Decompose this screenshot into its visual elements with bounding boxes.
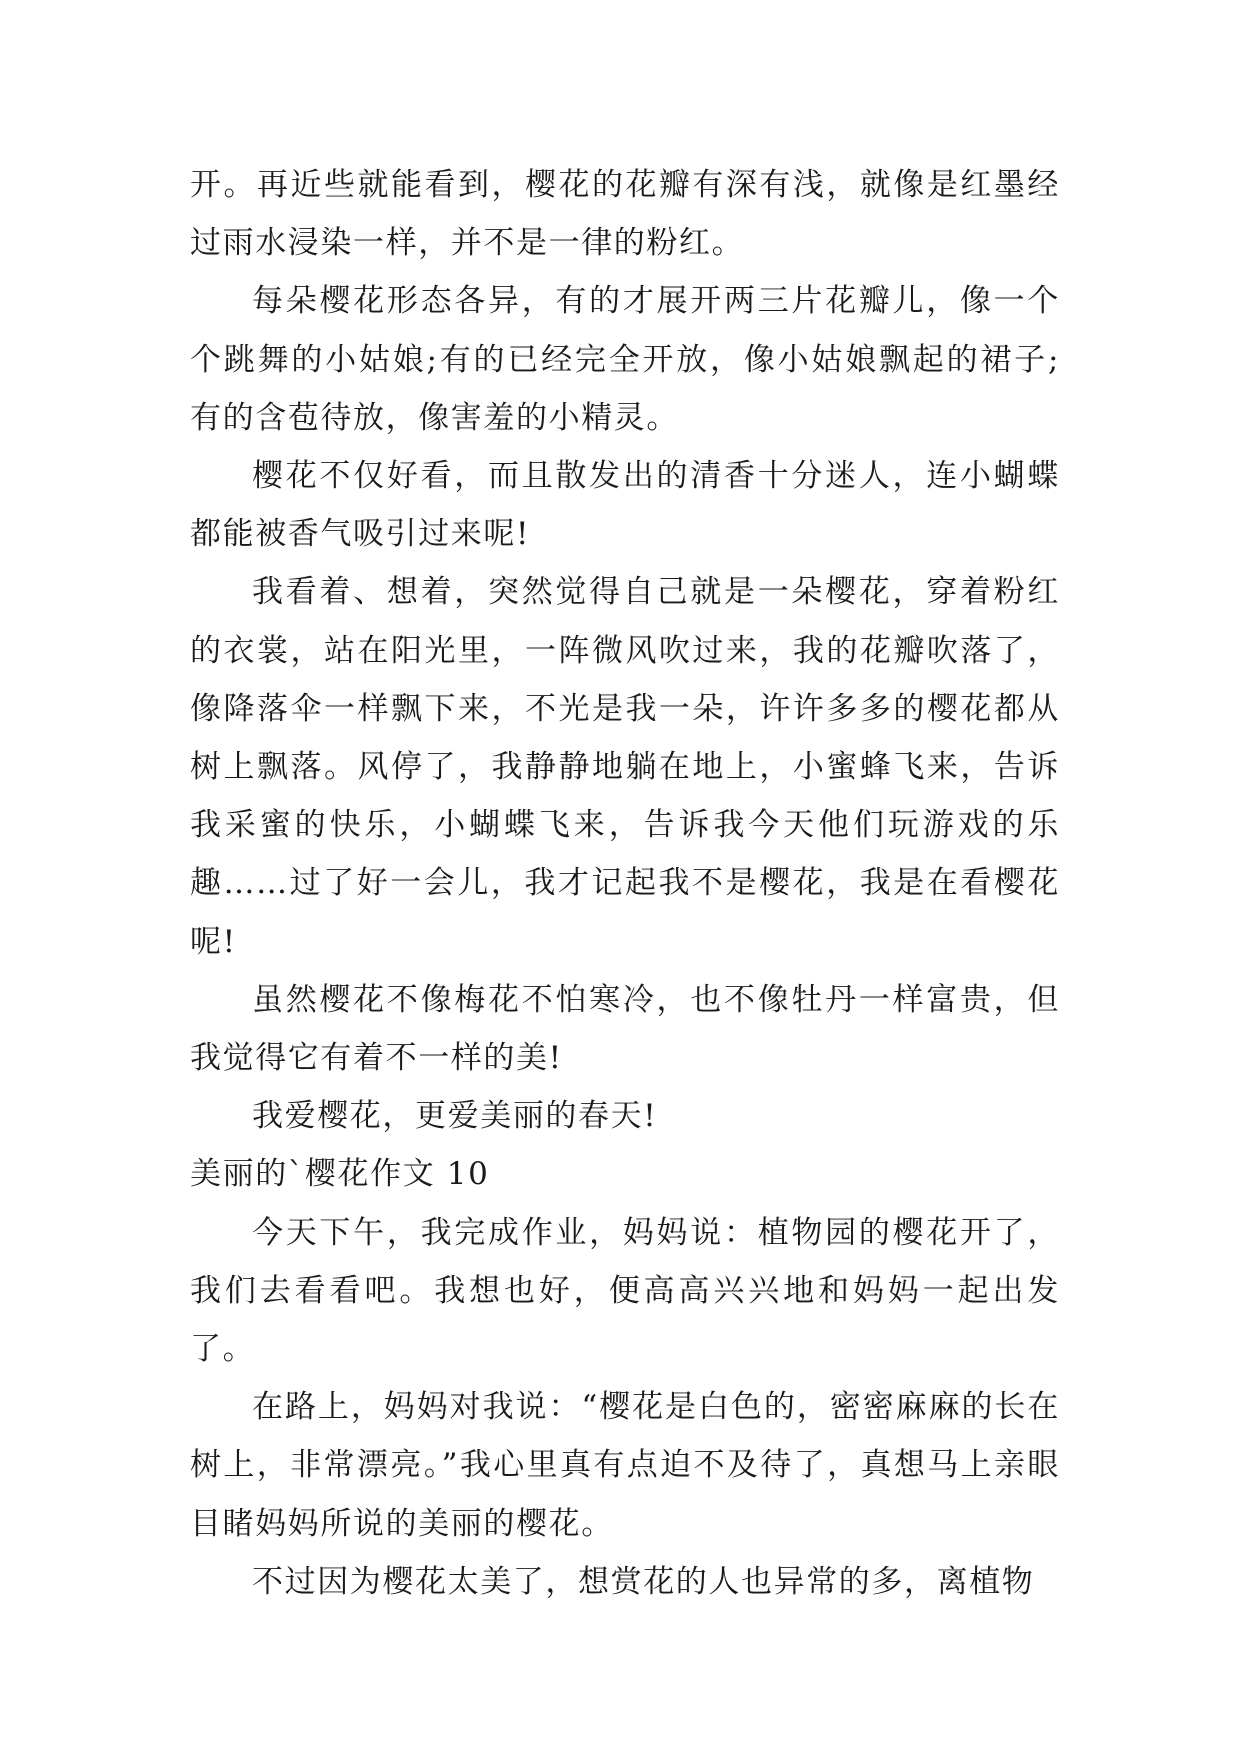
paragraph: 虽然樱花不像梅花不怕寒冷，也不像牡丹一样富贵，但我觉得它有着不一样的美! [190, 981, 1060, 1077]
paragraph: 不过因为樱花太美了，想赏花的人也异常的多，离植物 [252, 1563, 1035, 1600]
paragraph: 樱花不仅好看，而且散发出的清香十分迷人，连小蝴蝶都能被香气吸引过来呢! [190, 458, 1060, 553]
paragraph: 我爱樱花，更爱美丽的春天! [252, 1098, 658, 1135]
paragraph: 今天下午，我完成作业，妈妈说：植物园的樱花开了，我们去看看吧。我想也好，便高高兴兴地和妈妈一起出发了。 [190, 1214, 1060, 1368]
paragraph: 开。再近些就能看到，樱花的花瓣有深有浅，就像是红墨经过雨水浸染一样，并不是一律的粉红。 [190, 167, 1060, 262]
paragraph: 我看着、想着，突然觉得自己就是一朵樱花，穿着粉红的衣裳，站在阳光里，一阵微风吹过来，我的花瓣吹落了，像降落伞一样飘下来，不光是我一朵，许许多多的樱花都从树上飘落。风停了，我静静地躺在地上，小蜜蜂飞来，告诉我采蜜的快乐，小蝴蝶飞来，告诉我今天他们玩游戏的乐趣……过了好一会儿，我才记起我不是樱花，我是在看樱花呢! [190, 574, 1060, 960]
section-heading: 美丽的`樱花作文 10 [190, 1156, 490, 1193]
document-body [190, 156, 1060, 1611]
paragraph: 在路上，妈妈对我说：“樱花是白色的，密密麻麻的长在树上，非常漂亮。”我心里真有点迫不及待了，真想马上亲眼目睹妈妈所说的美丽的樱花。 [190, 1389, 1060, 1542]
paragraph: 每朵樱花形态各异，有的才展开两三片花瓣儿，像一个个跳舞的小姑娘;有的已经完全开放，像小姑娘飘起的裙子;有的含苞待放，像害羞的小精灵。 [190, 283, 1060, 436]
